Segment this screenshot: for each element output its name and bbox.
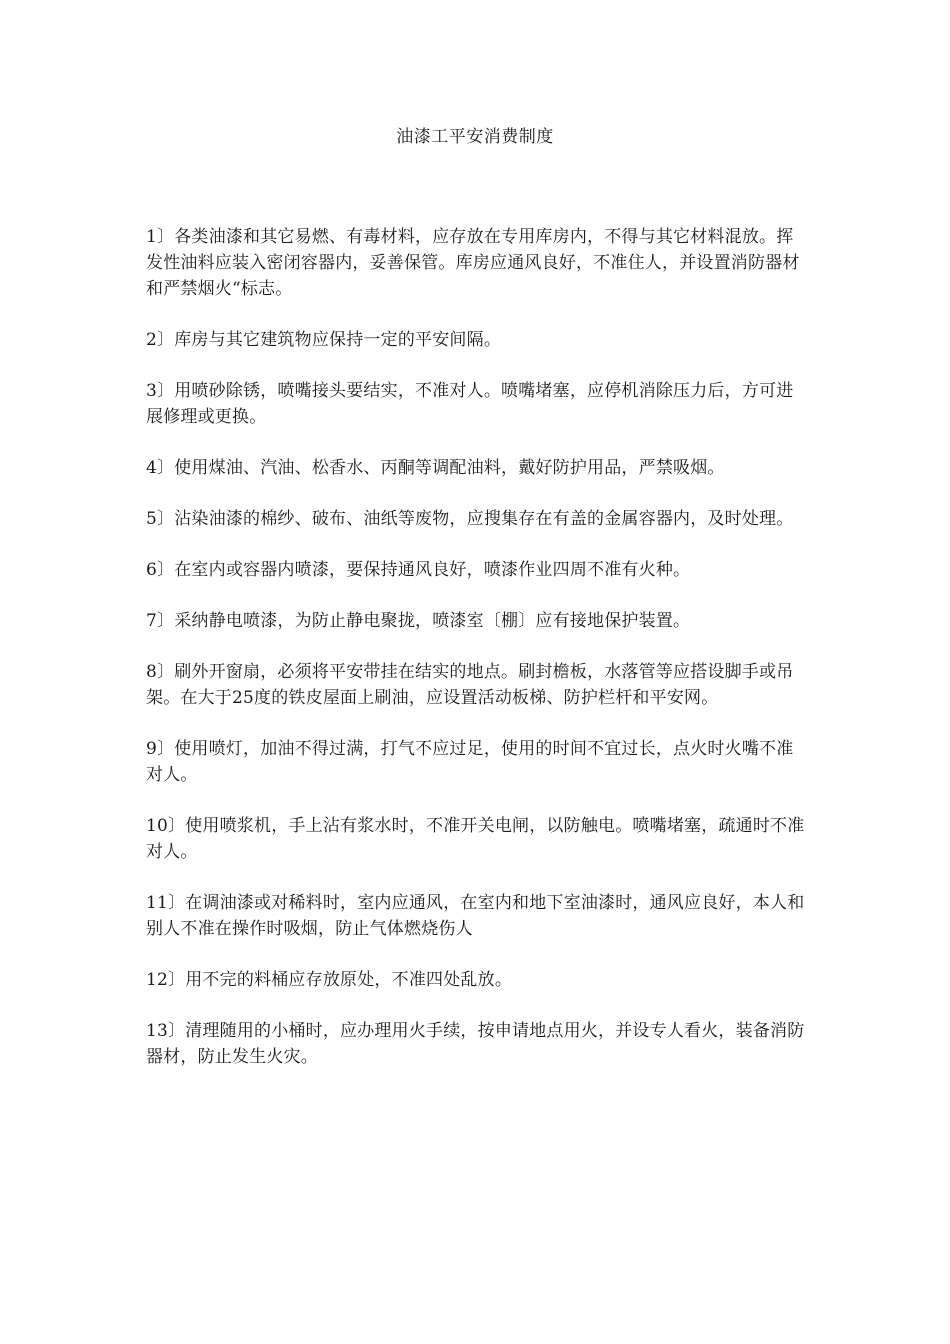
paragraph-4: 4〕使用煤油、汽油、松香水、丙酮等调配油料，戴好防护用品，严禁吸烟。 — [146, 458, 725, 478]
document-title: 油漆工平安消费制度 — [396, 127, 554, 147]
document-body — [146, 224, 810, 1095]
paragraph-12: 12〕用不完的料桶应存放原处，不准四处乱放。 — [146, 970, 513, 990]
paragraph-9: 9〕使用喷灯，加油不得过满，打气不应过足，使用的时间不宜过长，点火时火嘴不准对人。 — [146, 739, 794, 785]
paragraph-13: 13〕清理随用的小桶时，应办理用火手续，按申请地点用火，并设专人看火，装备消防器材，防止发生火灾。 — [146, 1021, 805, 1067]
paragraph-1: 1〕各类油漆和其它易燃、有毒材料，应存放在专用库房内，不得与其它材料混放。挥发性油料应装入密闭容器内，妥善保管。库房应通风良好，不准住人，并设置消防器材和严禁烟火“标志。 — [146, 227, 800, 299]
paragraph-10: 10〕使用喷浆机，手上沾有浆水时，不准开关电闸，以防触电。喷嘴堵塞，疏通时不准对人。 — [146, 816, 805, 862]
paragraph-11: 11〕在调油漆或对稀料时，室内应通风，在室内和地下室油漆时，通风应良好，本人和别人不准在操作时吸烟，防止气体燃烧伤人 — [146, 893, 805, 939]
paragraph-3: 3〕用喷砂除锈，喷嘴接头要结实，不准对人。喷嘴堵塞，应停机消除压力后，方可进展修理或更换。 — [146, 381, 794, 427]
paragraph-7: 7〕采纳静电喷漆，为防止静电聚拢，喷漆室〔棚〕应有接地保护装置。 — [146, 611, 691, 631]
paragraph-2: 2〕库房与其它建筑物应保持一定的平安间隔。 — [146, 330, 502, 350]
paragraph-8: 8〕刷外开窗扇，必须将平安带挂在结实的地点。刷封檐板，水落管等应搭设脚手或吊架。在大于25度的铁皮屋面上刷油，应设置活动板梯、防护栏杆和平安网。 — [146, 662, 794, 708]
paragraph-6: 6〕在室内或容器内喷漆，要保持通风良好，喷漆作业四周不准有火种。 — [146, 560, 691, 580]
paragraph-5: 5〕沾染油漆的棉纱、破布、油纸等废物，应搜集存在有盖的金属容器内，及时处理。 — [146, 509, 794, 529]
